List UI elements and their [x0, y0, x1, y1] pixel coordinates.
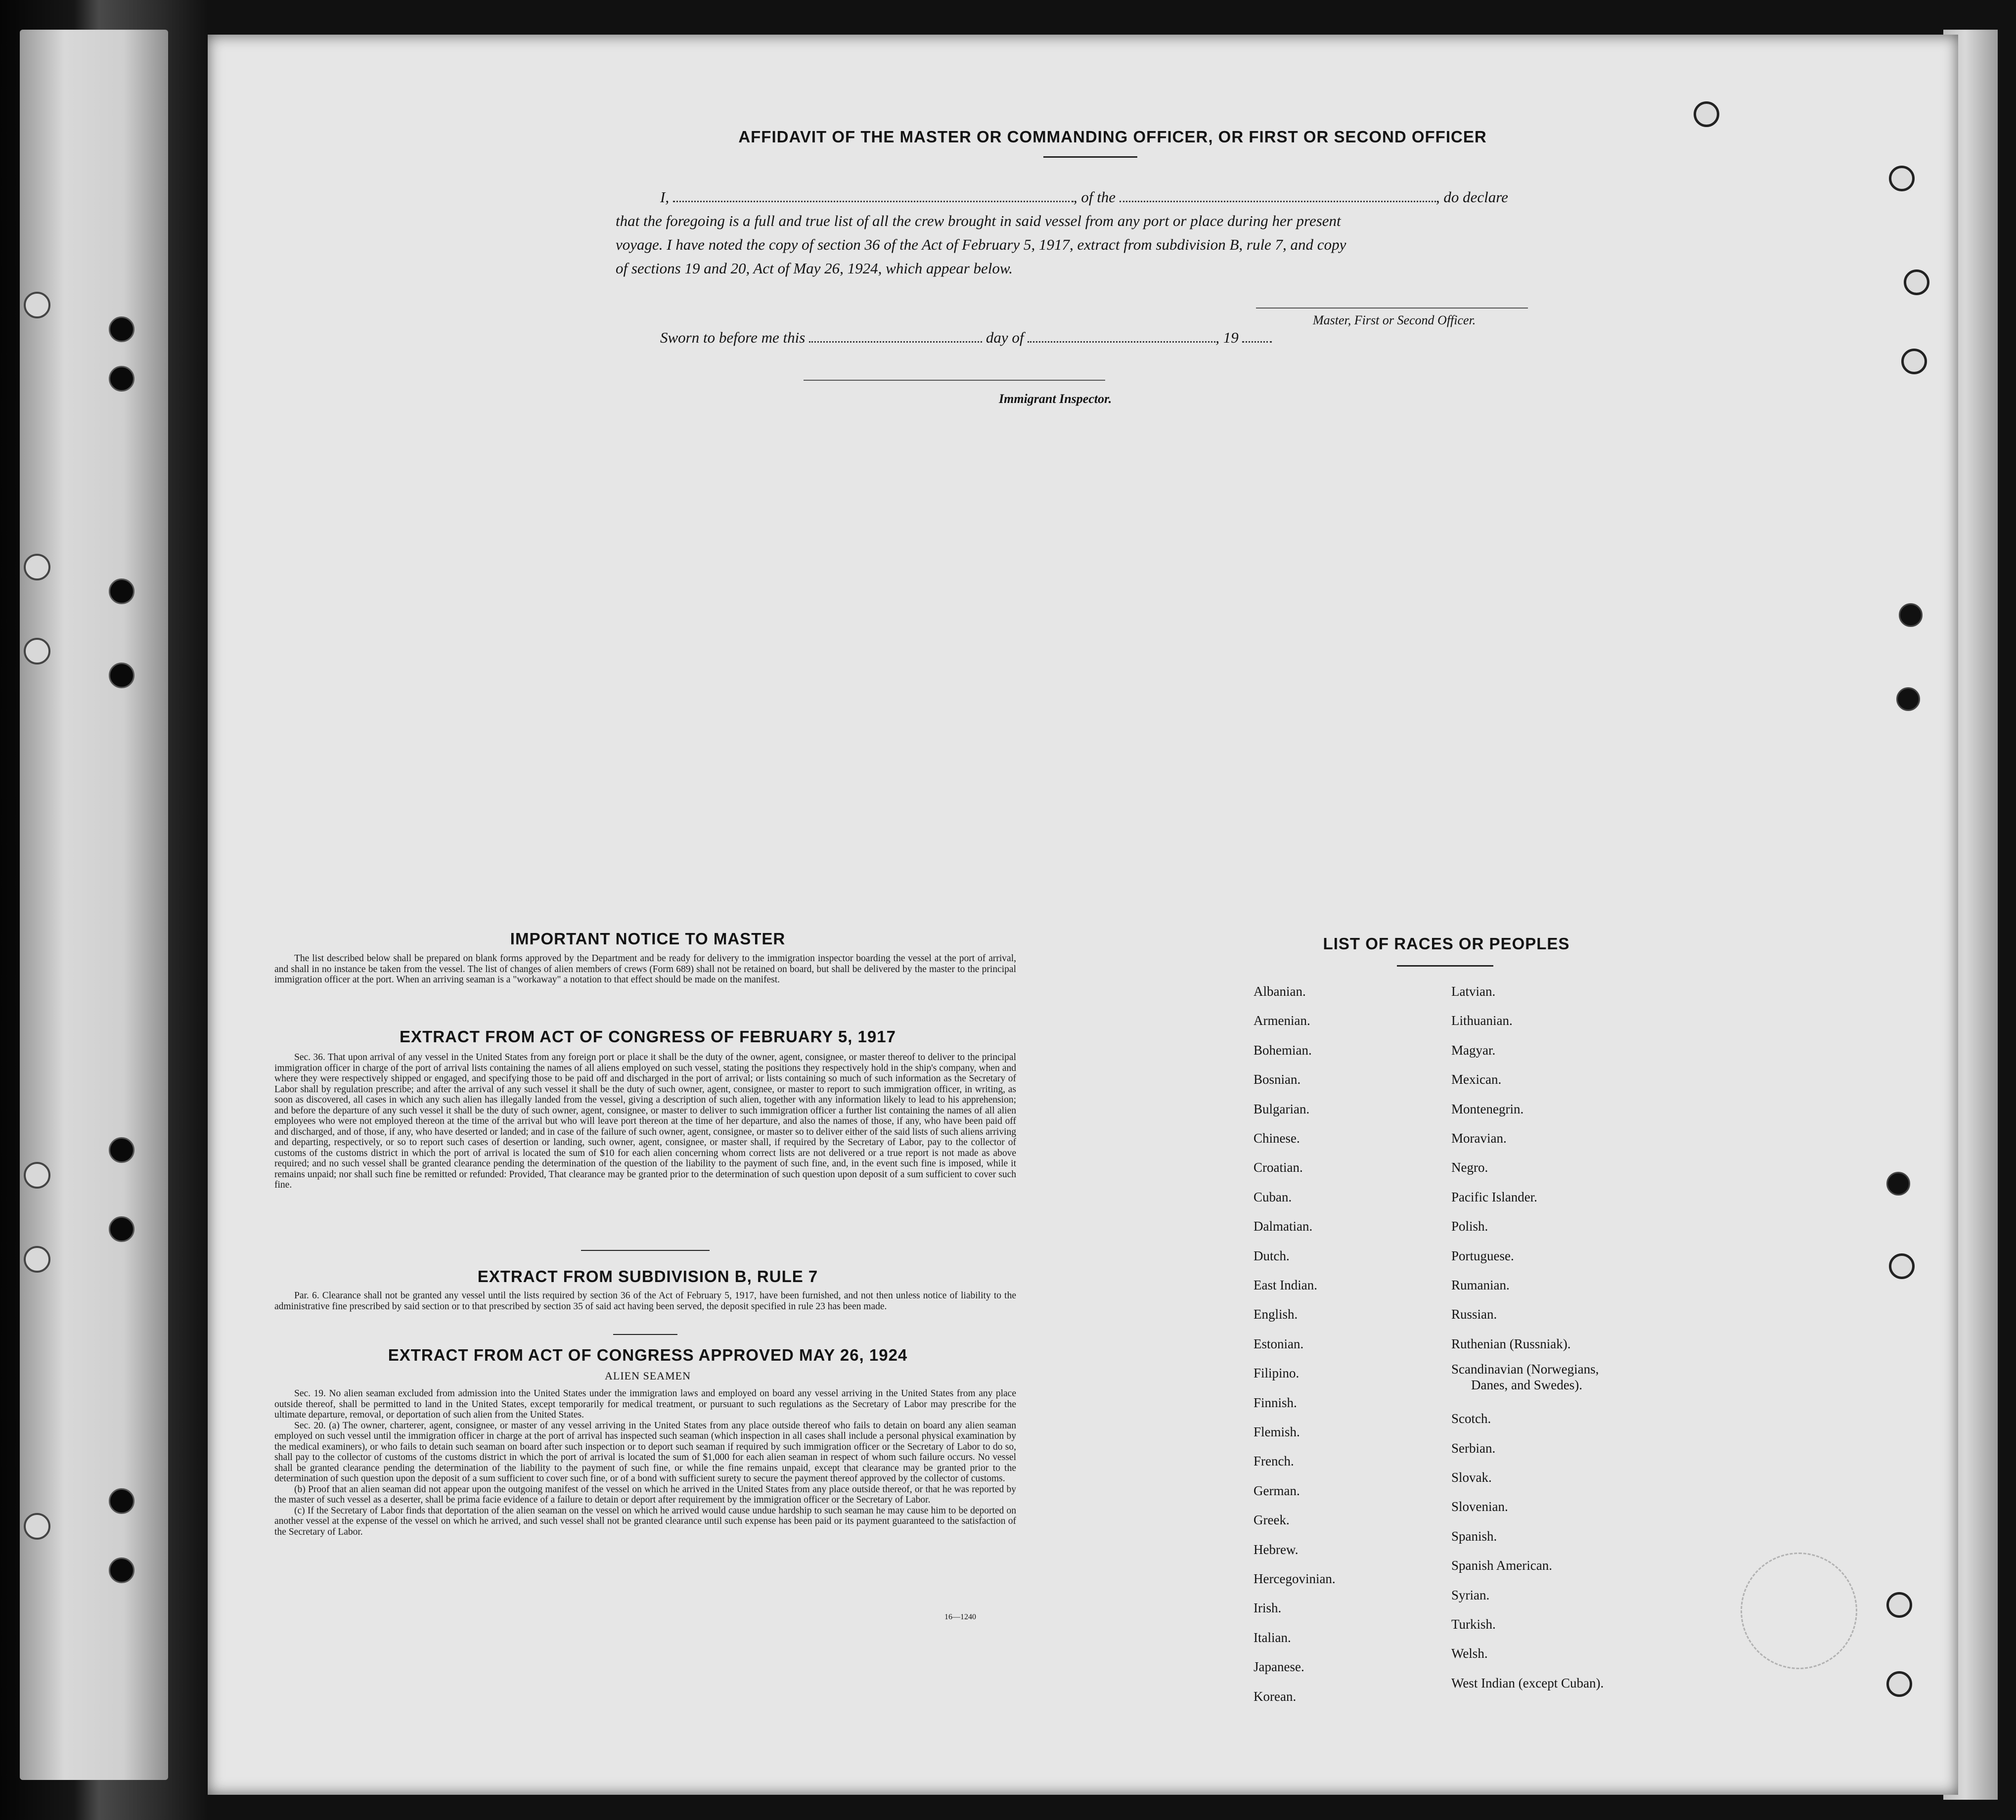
binder-hole	[24, 1246, 50, 1273]
race-entry: French.	[1254, 1454, 1294, 1469]
extract-1917-text	[274, 1052, 1016, 1191]
race-entry: Rumanian.	[1451, 1278, 1510, 1292]
form-number: 16—1240	[944, 1613, 976, 1621]
binder-hole	[24, 1162, 50, 1189]
race-entry: Flemish.	[1254, 1424, 1300, 1439]
section-36-paragraph: Sec. 36. That upon arrival of any vessel in the United States from any foreign port or place it shall be the duty of the owner, agent, consignee, or master thereof to deliver to the principal immigration officer in charge of the port of arrival lists containing the names of all aliens employed on such vessel, stating the positions they respectively hold in the ship's company, when and where they were respectively shipped or engaged, and specifying those to be paid off and discharged in the port of arrival; or lists containing so much of such information as the Secretary of Labor shall by regulation prescribe; and after the arrival of any such vessel it shall be the duty of such owner, agent, consignee, or master to report to such immigration officer, in writing, as soon as discovered, all cases in which any such alien has illegally landed from the vessel, giving a description of such alien, together with any information likely to lead to his apprehension; and before the departure of any such vessel it shall be the duty of such owner, agent, consignee, or master to deliver to such immigration officer a further list containing the names of all alien employees who were not employed thereon at the time of the arrival but who will leave port thereon at the time of her departure, and also the names of those, if any, who have been paid off and discharged, and of those, if any, who have deserted or landed; and in case of the failure of such owner, agent, consignee, or master so to deliver either of the said lists of such aliens arriving and departing, respectively, or so to report such cases of desertion or landing, such owner, agent, consignee, or master shall, if required by the Secretary of Labor, pay to the collector of customs of the customs district in which the port of arrival is located the sum of $10 for each alien concerning whom correct lists are not delivered or a true report is not made as above required; and no such vessel shall be granted clearance pending the determination of the question of the liability to the payment of such fine, and, in the event such fine is imposed, while it remains unpaid; nor shall such fine be remitted or refunded: Provided, That clearance may be granted prior to the determination of such question upon deposit of a sum sufficient to cover such fine.	[274, 1052, 1016, 1190]
race-entry: Korean.	[1254, 1688, 1297, 1704]
race-entry: Moravian.	[1451, 1131, 1507, 1146]
race-entry: Portuguese.	[1451, 1248, 1514, 1263]
race-entry: Bosnian.	[1254, 1072, 1301, 1087]
race-entry: Bulgarian.	[1254, 1101, 1310, 1116]
binder-hole	[109, 578, 134, 604]
section-19-paragraph: Sec. 19. No alien seaman excluded from admission into the United States under the immigration laws and employed on board any vessel arriving in the United States from any place outside thereof, shall be permitted to land in the United States, except temporarily for medical treatment, or pursuant to such regulations as the Secretary of Labor may prescribe for the ultimate departure, removal, or deportation of such alien from the United States.	[274, 1388, 1016, 1420]
race-entry: Mexican.	[1451, 1072, 1502, 1087]
page-hole	[1896, 687, 1920, 711]
binder-hole	[109, 663, 134, 688]
extract-1917-title: EXTRACT FROM ACT OF CONGRESS OF FEBRUARY 5, 1917	[400, 1027, 896, 1046]
race-entry: West Indian (except Cuban).	[1451, 1675, 1604, 1690]
page-hole	[1886, 1671, 1912, 1697]
race-entry: Negro.	[1451, 1160, 1488, 1175]
affidavit-line-2: voyage. I have noted the copy of section 36 of the Act of February 5, 1917, extract from subdivision B, rule 7, and copy	[616, 236, 1346, 253]
binder-hole	[109, 1216, 134, 1242]
binder-hole	[24, 638, 50, 665]
notice-paragraph: The list described below shall be prepared on blank forms approved by the Department and be ready for delivery to the immigration inspector boarding the vessel at the port of arrival, and shall in no instance be taken from the vessel. The list of changes of alien members of crews (Form 689) shall not be retained on board, but shall be delivered by the master to the principal immigration officer at the port. When an arriving seaman is a "workaway" a notation to that effect should be made on the manifest.	[274, 953, 1016, 985]
binder-hole	[109, 316, 134, 342]
affidavit-body	[616, 185, 1565, 280]
section-20a-paragraph: Sec. 20. (a) The owner, charterer, agent, consignee, or master of any vessel arriving in the United States from any place outside thereof who fails to detain on board any alien seaman employed on such vessel until the immigration officer in charge at the port of arrival has inspected such seaman (which inspection in all cases shall include a personal physical examination by the medical examiners), or who fails to detain such seaman on board after such inspection or to deport such seaman if required by such immigration officer or the Secretary of Labor to do so, shall pay to the collector of customs of the customs district in which the port of arrival is located the sum of $1,000 for each alien seaman in respect of whom such failure occurs. No vessel shall be granted clearance pending the determination of the liability to the payment of such fine, or while the fine remains unpaid, except that clearance may be granted prior to the determination of such question upon the deposit of a sum sufficient to cover such fine, or of a bond with sufficient surety to secure the payment thereof approved by the collector of customs.	[274, 1420, 1016, 1484]
sworn-line	[660, 329, 1272, 347]
race-entry: Japanese.	[1254, 1659, 1304, 1675]
race-entry: Filipino.	[1254, 1366, 1299, 1381]
day-blank[interactable]	[809, 341, 982, 343]
race-entry: Latvian.	[1451, 984, 1496, 999]
affidavit-line-1: that the foregoing is a full and true list of all the crew brought in said vessel from any port or place during her present	[616, 212, 1341, 229]
race-entry: Serbian.	[1451, 1440, 1496, 1456]
master-signature-label: Master, First or Second Officer.	[1313, 313, 1476, 327]
race-entry: Montenegrin.	[1451, 1101, 1524, 1116]
affidavit-first-line	[616, 185, 1565, 209]
race-entry: German.	[1254, 1483, 1300, 1498]
notice-text	[274, 953, 1016, 985]
year-label: , 19	[1215, 329, 1239, 346]
page-hole	[1889, 1253, 1915, 1279]
race-entry: Slovenian.	[1451, 1499, 1508, 1514]
race-entry: Spanish American.	[1451, 1558, 1552, 1573]
master-signature-line[interactable]	[1256, 308, 1528, 309]
section-rule	[613, 1334, 677, 1335]
sworn-label: Sworn to before me this	[660, 329, 806, 346]
race-entry: Bohemian.	[1254, 1042, 1312, 1058]
affidavit-line-3: of sections 19 and 20, Act of May 26, 1924, which appear below.	[616, 260, 1013, 277]
race-entry: Magyar.	[1451, 1042, 1496, 1058]
inspector-signature-line[interactable]	[804, 380, 1105, 381]
race-entry: Chinese.	[1254, 1131, 1300, 1146]
day-of-label: day of	[986, 329, 1024, 346]
race-entry: Lithuanian.	[1451, 1013, 1513, 1028]
inspector-label: Immigrant Inspector.	[999, 392, 1112, 406]
binder-hole	[109, 366, 134, 392]
races-title-rule	[1397, 965, 1493, 967]
name-blank[interactable]	[673, 201, 1074, 202]
page-hole	[1904, 269, 1929, 295]
par-6-paragraph: Par. 6. Clearance shall not be granted any vessel until the lists required by section 36 of the Act of February 5, 1917, have been furnished, and not then unless notice of liability to the administrative fine prescribed by said section or to that prescribed by section 35 of said act having been served, the deposit specified in rule 23 has been made.	[274, 1290, 1016, 1312]
month-blank[interactable]	[1028, 341, 1215, 343]
page-hole	[1694, 101, 1719, 127]
race-entry: Cuban.	[1254, 1189, 1292, 1204]
binder-hole	[24, 292, 50, 318]
binder-hole	[109, 1488, 134, 1514]
race-entry: Italian.	[1254, 1630, 1291, 1645]
page-hole	[1901, 349, 1927, 374]
race-entry: Turkish.	[1451, 1617, 1496, 1632]
race-entry: Polish.	[1451, 1219, 1488, 1234]
binder-hole	[24, 1513, 50, 1540]
extract-1924-text	[274, 1388, 1016, 1537]
race-entry: Scandinavian (Norwegians,	[1451, 1362, 1599, 1377]
race-entry: Hercegovinian.	[1254, 1571, 1336, 1586]
vessel-blank[interactable]	[1120, 201, 1436, 202]
section-20c-paragraph: (c) If the Secretary of Labor finds that deportation of the alien seaman on the vessel on which he arrived would cause undue hardship to such seaman he may cause him to be deported on another vessel at the expense of the vessel on which he arrived, and such vessel shall not be granted clearance until such expense has been paid or its payment guaranteed to the satisfaction of the Secretary of Labor.	[274, 1505, 1016, 1537]
race-entry: Russian.	[1451, 1307, 1497, 1322]
extract-rule7-text	[274, 1290, 1016, 1312]
section-rule	[581, 1250, 710, 1251]
race-entry: Greek.	[1254, 1512, 1290, 1528]
do-declare-label: , do declare	[1435, 188, 1508, 206]
race-entry: Croatian.	[1254, 1160, 1303, 1175]
section-20b-paragraph: (b) Proof that an alien seaman did not appear upon the outgoing manifest of the vessel on which he arrived in the United States from any place outside thereof, or that he was reported by the master of such vessel as a deserter, shall be prima facie evidence of a failure to detain or deport after requirement by the immigration officer or the Secretary of Labor.	[274, 1484, 1016, 1505]
race-entry: Spanish.	[1451, 1528, 1497, 1544]
notice-title: IMPORTANT NOTICE TO MASTER	[510, 930, 786, 948]
binder-hole	[109, 1137, 134, 1163]
race-entry-continued: Danes, and Swedes).	[1471, 1377, 1582, 1393]
binder-hole	[109, 1557, 134, 1583]
race-entry: Scotch.	[1451, 1411, 1491, 1426]
race-entry: Welsh.	[1451, 1646, 1488, 1661]
races-title: LIST OF RACES OR PEOPLES	[1323, 934, 1570, 953]
extract-rule7-title: EXTRACT FROM SUBDIVISION B, RULE 7	[477, 1267, 818, 1286]
race-entry: Ruthenian (Russniak).	[1451, 1336, 1571, 1351]
page-hole	[1886, 1172, 1910, 1196]
affidavit-title: AFFIDAVIT OF THE MASTER OR COMMANDING OFFICER, OR FIRST OR SECOND OFFICER	[738, 128, 1487, 146]
faint-stamp	[1741, 1553, 1857, 1669]
race-entry: Syrian.	[1451, 1587, 1490, 1602]
race-entry: Finnish.	[1254, 1395, 1297, 1410]
binder-hole	[24, 554, 50, 580]
race-entry: English.	[1254, 1307, 1298, 1322]
alien-seamen-subtitle: ALIEN SEAMEN	[605, 1370, 691, 1382]
race-entry: East Indian.	[1254, 1278, 1317, 1292]
race-entry: Dutch.	[1254, 1248, 1290, 1263]
page-hole	[1899, 603, 1923, 627]
race-entry: Hebrew.	[1254, 1542, 1299, 1557]
page-hole	[1889, 166, 1915, 191]
race-entry: Albanian.	[1254, 984, 1306, 999]
year-blank[interactable]	[1242, 341, 1272, 343]
extract-1924-title: EXTRACT FROM ACT OF CONGRESS APPROVED MAY 26, 1924	[388, 1346, 908, 1364]
race-entry: Estonian.	[1254, 1336, 1304, 1351]
race-entry: Armenian.	[1254, 1013, 1310, 1028]
race-entry: Irish.	[1254, 1600, 1282, 1616]
title-rule	[1043, 156, 1137, 158]
i-label: I,	[660, 188, 670, 206]
race-entry: Slovak.	[1451, 1470, 1492, 1485]
race-entry: Pacific Islander.	[1451, 1189, 1537, 1204]
of-the-label: , of the	[1073, 188, 1116, 206]
race-entry: Dalmatian.	[1254, 1219, 1313, 1234]
page-hole	[1886, 1592, 1912, 1618]
binder-strip	[20, 30, 168, 1780]
